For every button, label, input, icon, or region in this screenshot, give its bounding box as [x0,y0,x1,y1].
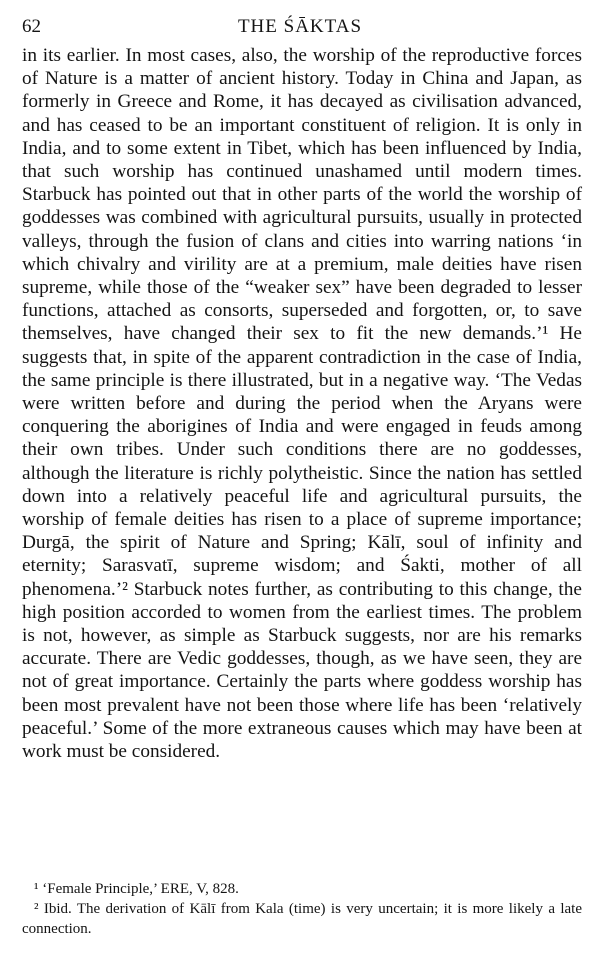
page-number: 62 [22,16,41,37]
footnote-1: ¹ ‘Female Principle,’ ERE, V, 828. [34,881,239,897]
body-paragraph: in its earlier. In most cases, also, the worship of the reproductive forces of Nature is a matter of ancient history. Today in China and Japan, as formerly in Greece and Rome, it has decayed as civilisation advanced, and has ceased to be an important constituent of religion. It is only in India, and to some extent in Tibet, which has been influenced by India, that such worship has continued unashamed until modern times. Starbuck has pointed out that in other parts of the world the worship of goddesses was combined with agricultural pursuits, usually in protected valleys, through the fusion of clans and cities into warring nations ‘in which chivalry and virility are at a premium, male deities have risen supreme, while those of the “weaker sex” have been degraded to lesser functions, attached as consorts, superseded and forgotten, or, to save themselves, have changed their sex to fit the new demands.’¹ He suggests that, in spite of the apparent contradiction in the case of India, the same principle is there illustrated, but in a negative way. ‘The Vedas were written before and during the period when the Aryans were conquering the aborigines of India and were engaged in feuds among their own tribes. Under such conditions there are no goddesses, although the literature is richly polytheistic. Since the nation has settled down into a relatively peaceful life and agricultural pursuits, the worship of female deities has risen to a place of supreme importance; Durgā, the spirit of Nature and Spring; Kālī, soul of infinity and eternity; Sarasvatī, supreme wisdom; and Śakti, mother of all phenomena.’² Starbuck notes further, as contributing to this change, the high position accorded to women from the earliest times. The problem is not, however, as simple as Starbuck suggests, nor are his remarks accurate. There are Vedic goddesses, though, as we have seen, they are not of great importance. Certainly the parts where goddess worship has been most prevalent have not been those where life has been ‘relatively peaceful.’ Some of the more extraneous causes which may have been at work must be considered. [22,45,582,763]
running-title: THE ŚĀKTAS [237,16,363,37]
footnotes [22,879,582,939]
running-head [22,14,578,40]
footnote-2: ² Ibid. The derivation of Kālī from Kala (time) is very uncertain; it is more likely a late connection. [22,901,582,937]
